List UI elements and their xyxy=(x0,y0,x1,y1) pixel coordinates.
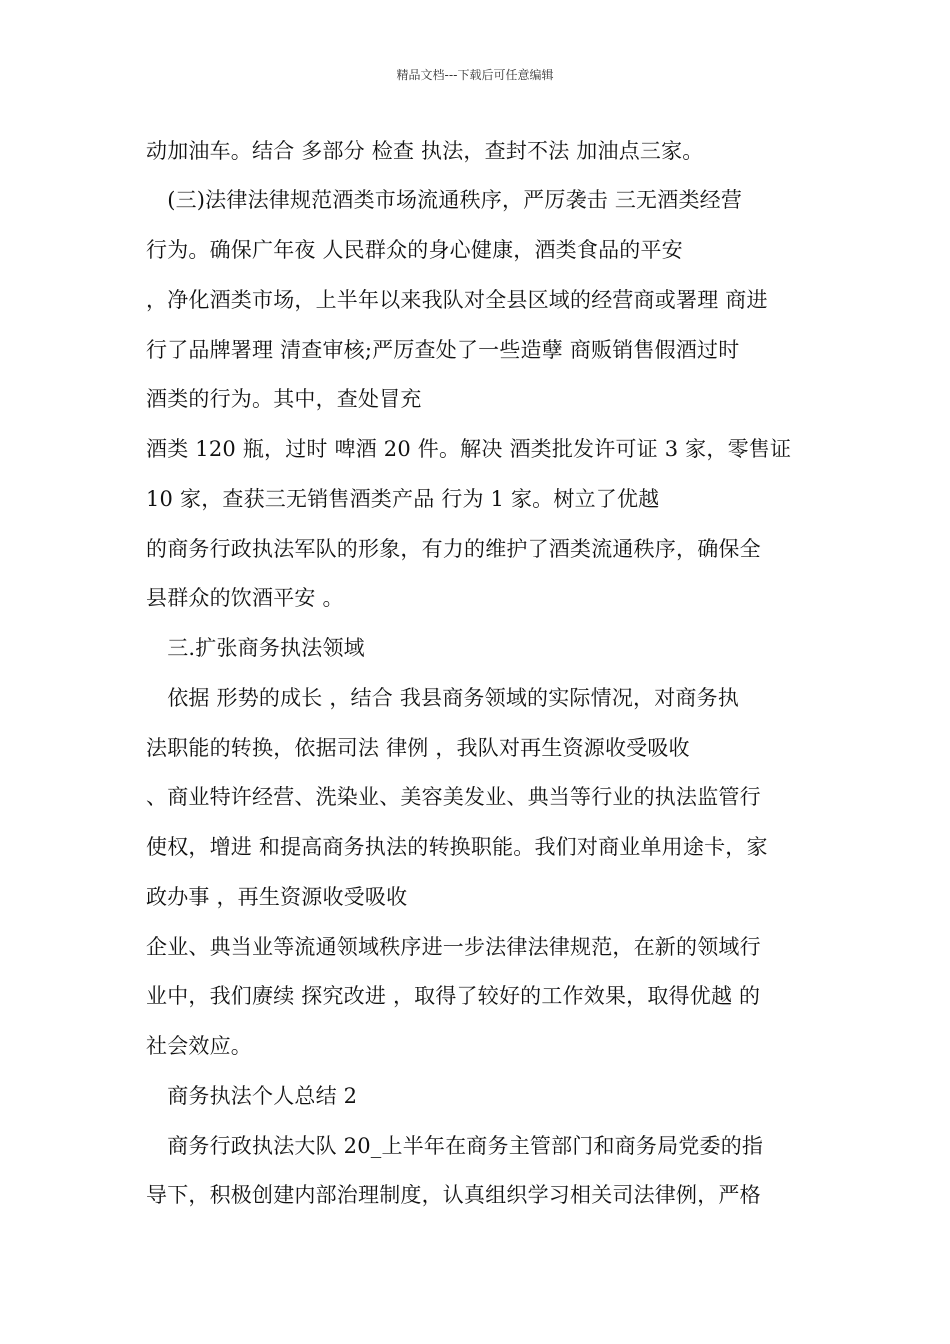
text-line: 县群众的饮酒平安 。 xyxy=(146,586,344,610)
text-line: 行为。确保广年夜 人民群众的身心健康，酒类食品的平安 xyxy=(146,238,683,262)
text-line: 依据 形势的成长 ，结合 我县商务领域的实际情况，对商务执 xyxy=(146,686,740,710)
page-header: 精品文档---下载后可任意编辑 xyxy=(396,68,554,82)
text-line: 商务行政执法大队 20_上半年在商务主管部门和商务局党委的指 xyxy=(146,1134,764,1158)
text-line: ，净化酒类市场，上半年以来我队对全县区域的经营商或署理 商进 xyxy=(146,288,768,312)
text-line: 导下，积极创建内部治理制度，认真组织学习相关司法律例，严格 xyxy=(146,1183,761,1207)
section-heading: 商务执法个人总结 2 xyxy=(146,1084,358,1108)
text-line: 动加油车。结合 多部分 检查 执法，查封不法 加油点三家。 xyxy=(146,139,704,163)
text-line: 政办事 ，再生资源收受吸收 xyxy=(146,885,408,909)
text-line: 10 家，查获三无销售酒类产品 行为 1 家。树立了优越 xyxy=(146,487,660,511)
text-line: 的商务行政执法军队的形象，有力的维护了酒类流通秩序，确保全 xyxy=(146,537,761,561)
text-line: 行了品牌署理 清查审核;严厉查处了一些造孽 商贩销售假酒过时 xyxy=(146,338,740,362)
text-line: 社会效应。 xyxy=(146,1034,252,1058)
text-line: 酒类 120 瓶，过时 啤酒 20 件。解决 酒类批发许可证 3 家，零售证 xyxy=(146,437,792,461)
section-heading: 三.扩张商务执法领域 xyxy=(146,636,365,660)
text-line: 法职能的转换，依据司法 律例 ，我队对再生资源收受吸收 xyxy=(146,736,690,760)
text-line: 酒类的行为。其中，查处冒充 xyxy=(146,387,422,411)
text-line: 使权，增进 和提高商务执法的转换职能。我们对商业单用途卡，家 xyxy=(146,835,768,859)
text-line: 业中，我们赓续 探究改进 ，取得了较好的工作效果，取得优越 的 xyxy=(146,984,761,1008)
text-line: (三)法律法律规范酒类市场流通秩序，严厉袭击 三无酒类经营 xyxy=(146,188,743,212)
text-line: 、商业特许经营、洗染业、美容美发业、典当等行业的执法监管行 xyxy=(146,785,761,809)
text-line: 企业、典当业等流通领域秩序进一步法律法律规范，在新的领域行 xyxy=(146,935,761,959)
